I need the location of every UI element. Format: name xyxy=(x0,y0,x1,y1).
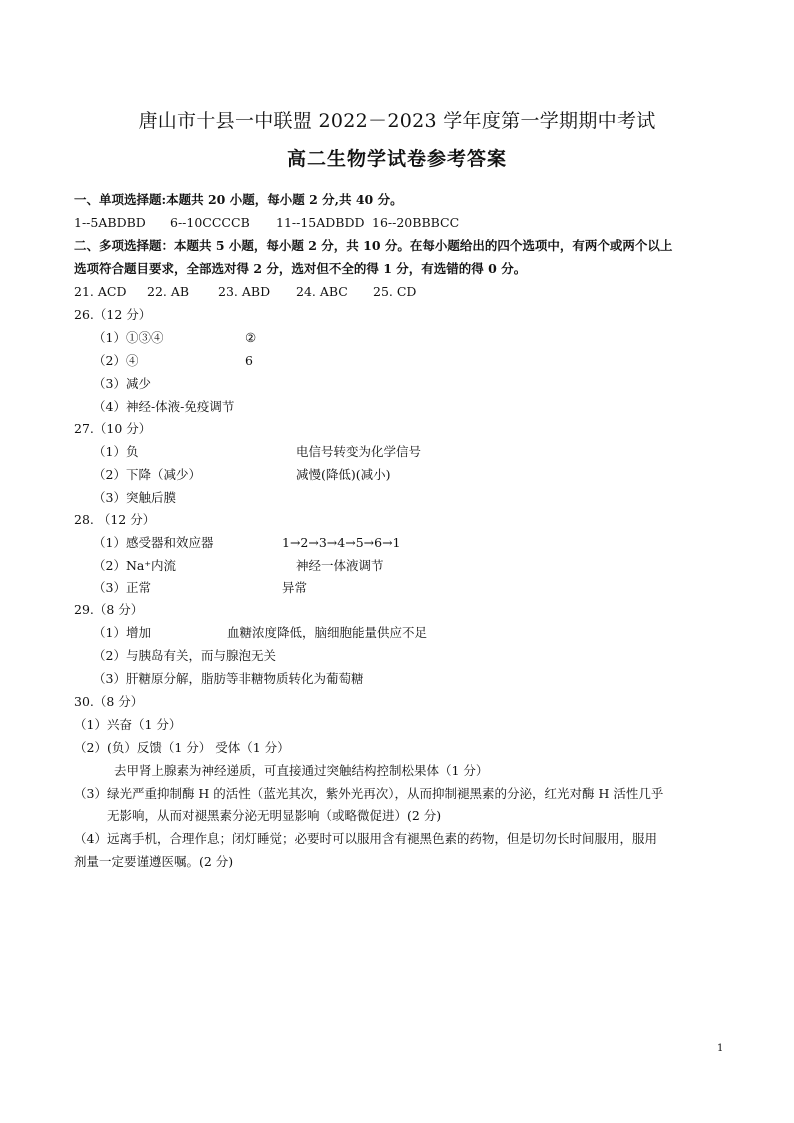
exam-title: 唐山市十县一中联盟 2022－2023 学年度第一学期期中考试 xyxy=(138,110,656,132)
page-number: 1 xyxy=(717,1043,724,1054)
q27-answer-3: （3）突触后膜 xyxy=(93,490,176,505)
q27-answer-1a: （1）负 xyxy=(93,444,139,459)
answer-23: 23. ABD xyxy=(218,284,271,299)
q27-answer-2a: （2）下降（减少） xyxy=(93,467,201,482)
answer-25: 25. CD xyxy=(373,284,417,299)
q27-heading: 27.（10 分） xyxy=(74,421,152,436)
page-title: 高二生物学试卷参考答案 xyxy=(286,148,507,170)
answer-1-5: 1--5ABDBD xyxy=(74,215,146,230)
q28-answer-1a: （1）感受器和效应器 xyxy=(93,535,214,550)
q28-heading: 28. （12 分） xyxy=(74,512,156,527)
q29-answer-3: （3）肝糖原分解，脂肪等非糖物质转化为葡萄糖 xyxy=(93,671,364,686)
q30-heading: 30.（8 分） xyxy=(74,694,144,709)
q28-answer-2a: （2）Na⁺内流 xyxy=(93,558,176,573)
q26-answer-2a: （2）④ xyxy=(93,353,139,368)
answer-11-15: 11--15ADBDD xyxy=(276,215,365,230)
q28-answer-1b: 1→2→3→4→5→6→1 xyxy=(282,535,401,550)
q29-answer-1a: （1）增加 xyxy=(93,625,151,640)
q26-answer-3: （3）减少 xyxy=(93,376,151,391)
answer-21: 21. ACD xyxy=(74,284,127,299)
q30-answer-3-line1: （3）绿光严重抑制酶 H 的活性（蓝光其次，紫外光再次），从而抑制褪黑素的分泌，红光对酶 H 活性几乎 xyxy=(74,786,664,801)
q30-answer-1: （1）兴奋（1 分） xyxy=(74,717,182,732)
answer-16-20: 16--20BBBCC xyxy=(372,215,460,230)
answer-6-10: 6--10CCCCB xyxy=(170,215,250,230)
q26-answer-1b: ② xyxy=(245,330,257,345)
q27-answer-1b: 电信号转变为化学信号 xyxy=(296,444,422,459)
q26-heading: 26.（12 分） xyxy=(74,307,152,322)
q27-answer-2b: 减慢(降低)(减小) xyxy=(296,467,391,482)
q26-answer-1a: （1）①③④ xyxy=(93,330,164,345)
section2-heading-line2: 选项符合题目要求，全部选对得 2 分，选对但不全的得 1 分，有选错的得 0 分。 xyxy=(74,261,527,276)
q29-answer-2: （2）与胰岛有关，而与腺泡无关 xyxy=(93,648,276,663)
q30-answer-4-line2: 剂量一定要谨遵医嘱。(2 分) xyxy=(74,854,234,869)
section2-heading-line1: 二、多项选择题：本题共 5 小题，每小题 2 分，共 10 分。在每小题给出的四个选项中，有两个或两个以上 xyxy=(74,238,673,253)
q30-answer-2: （2）(负）反馈（1 分） 受体（1 分） xyxy=(74,740,290,755)
q29-answer-1b: 血糖浓度降低，脑细胞能量供应不足 xyxy=(227,625,428,640)
q30-answer-4-line1: （4）远离手机，合理作息；闭灯睡觉；必要时可以服用含有褪黑色素的药物，但是切勿长时间服用，服用 xyxy=(74,831,657,846)
answer-24: 24. ABC xyxy=(296,284,348,299)
q28-answer-3b: 异常 xyxy=(282,580,308,595)
q28-answer-2b: 神经一体液调节 xyxy=(296,558,384,573)
q28-answer-3a: （3）正常 xyxy=(93,580,151,595)
q26-answer-4: （4）神经-体液-免疫调节 xyxy=(93,399,235,414)
q29-heading: 29.（8 分） xyxy=(74,602,144,617)
q30-answer-3-line2: 无影响，从而对褪黑素分泌无明显影响（或略微促进）(2 分) xyxy=(107,808,442,823)
q26-answer-2b: 6 xyxy=(245,353,253,368)
section1-heading: 一、单项选择题:本题共 20 小题，每小题 2 分,共 40 分。 xyxy=(74,192,403,207)
q30-answer-2-explanation: 去甲肾上腺素为神经递质，可直接通过突触结构控制松果体（1 分） xyxy=(114,763,489,778)
answer-22: 22. AB xyxy=(147,284,190,299)
